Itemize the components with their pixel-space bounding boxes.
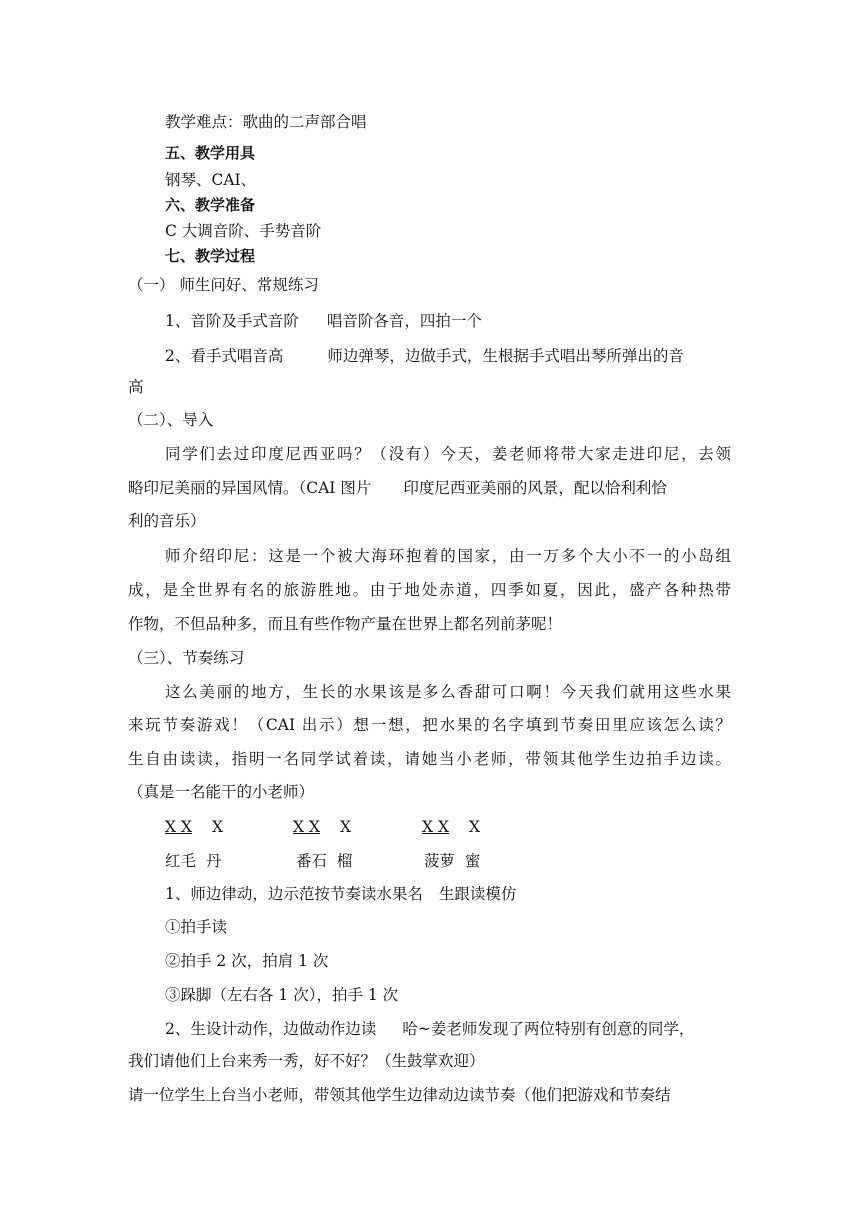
rhythm-2: [293, 817, 351, 837]
heading-teaching-process: 七、教学过程: [165, 247, 256, 265]
rhythm-2-quarter: X: [340, 818, 352, 836]
s3-para1-line3: 生自由读读，指明一名同学试着读，请她当小老师，带领其他学生边拍手边读。: [128, 750, 731, 768]
s3-item-1-label: 1、师边律动，边示范按节奏读水果名: [165, 885, 423, 903]
s1-item-1-label: 1、音阶及手式音阶: [165, 312, 299, 330]
fruit-name-1: 红毛 丹: [165, 852, 222, 870]
section-3-title: （三）、节奏练习: [128, 649, 245, 667]
s3-item-2-line2: 我们请他们上台来秀一秀，好不好？（生鼓掌欢迎）: [128, 1052, 485, 1070]
section-2-title: （二）、导入: [128, 411, 214, 429]
s3-sub-1: ①拍手读: [165, 918, 228, 936]
s2-para2-line2: 成，是全世界有名的旅游胜地。由于地处赤道，四季如夏，因此，盛产各种热带: [128, 581, 731, 599]
rhythm-1-quarter: X: [212, 818, 224, 836]
s1-item-1: [165, 311, 482, 331]
s2-para2-line1: 师介绍印尼：这是一个被大海环抱着的国家，由一万多个大小不一的小岛组: [165, 547, 731, 565]
s2-para2-line3: 作物，不但品种多，而且有些作物产量在世界上都名列前茅呢！: [128, 615, 563, 633]
s3-item-1-desc: 生跟读模仿: [438, 885, 517, 903]
s1-item-2-cont: 高: [128, 378, 144, 396]
s1-item-1-desc: 唱音阶各音，四拍一个: [326, 312, 482, 330]
s3-para1-line2: 来玩节奏游戏！（CAI 出示）想一想，把水果的名字填到节奏田里应该怎么读？: [128, 716, 731, 734]
s2-para1-line2-a: 略印尼美丽的异国风情。（CAI 图片: [128, 479, 372, 497]
s3-item-2-line1: [165, 1019, 694, 1039]
fruit-name-2: 番石 榴: [296, 852, 353, 870]
heading-teaching-prep: 六、教学准备: [165, 196, 256, 214]
s3-sub-3: ③跺脚（左右各 1 次），拍手 1 次: [165, 986, 399, 1004]
s3-sub-2: ②拍手 2 次，拍肩 1 次: [165, 952, 329, 970]
s2-para1-line2-b: 印度尼西亚美丽的风景，配以恰利利恰: [403, 479, 667, 497]
fruit-name-3: 菠萝 蜜: [424, 852, 481, 870]
s2-para1-line1: 同学们去过印度尼西亚吗？（没有）今天，姜老师将带大家走进印尼，去领: [165, 445, 731, 463]
s3-item-1: [165, 884, 516, 904]
s1-item-2: [165, 346, 684, 366]
s1-item-2-desc: 师边弹琴，边做手式，生根据手式唱出琴所弹出的音: [327, 347, 684, 365]
rhythm-1: [165, 817, 223, 837]
s3-item-2-label: 2、生设计动作，边做动作边读: [165, 1020, 377, 1038]
s3-last-line: 请一位学生上台当小老师，带领其他学生边律动边读节奏（他们把游戏和节奏结: [128, 1086, 671, 1104]
s3-item-2-desc: 哈~姜老师发现了两位特别有创意的同学，: [402, 1020, 695, 1038]
s2-para1-line2: [128, 478, 667, 498]
heading-teaching-tools: 五、教学用具: [165, 144, 256, 162]
s1-item-2-label: 2、看手式唱音高: [165, 347, 284, 365]
teaching-prep: C 大调音阶、手势音阶: [165, 222, 322, 240]
s3-para1-line4: （真是一名能干的小老师）: [128, 783, 315, 801]
rhythm-3-quarter: X: [469, 818, 481, 836]
teaching-difficulty: 教学难点：歌曲的二声部合唱: [165, 113, 367, 131]
s3-para1-line1: 这么美丽的地方，生长的水果该是多么香甜可口啊！今天我们就用这些水果: [165, 683, 731, 701]
rhythm-3-eighths: X X: [422, 818, 449, 836]
section-1-title: （一） 师生问好、常规练习: [128, 276, 319, 294]
rhythm-3: [422, 817, 480, 837]
rhythm-2-eighths: X X: [293, 818, 320, 836]
rhythm-1-eighths: X X: [165, 818, 192, 836]
teaching-tools: 钢琴、CAI、: [165, 171, 257, 189]
s2-para1-line3: 利的音乐）: [128, 512, 206, 530]
